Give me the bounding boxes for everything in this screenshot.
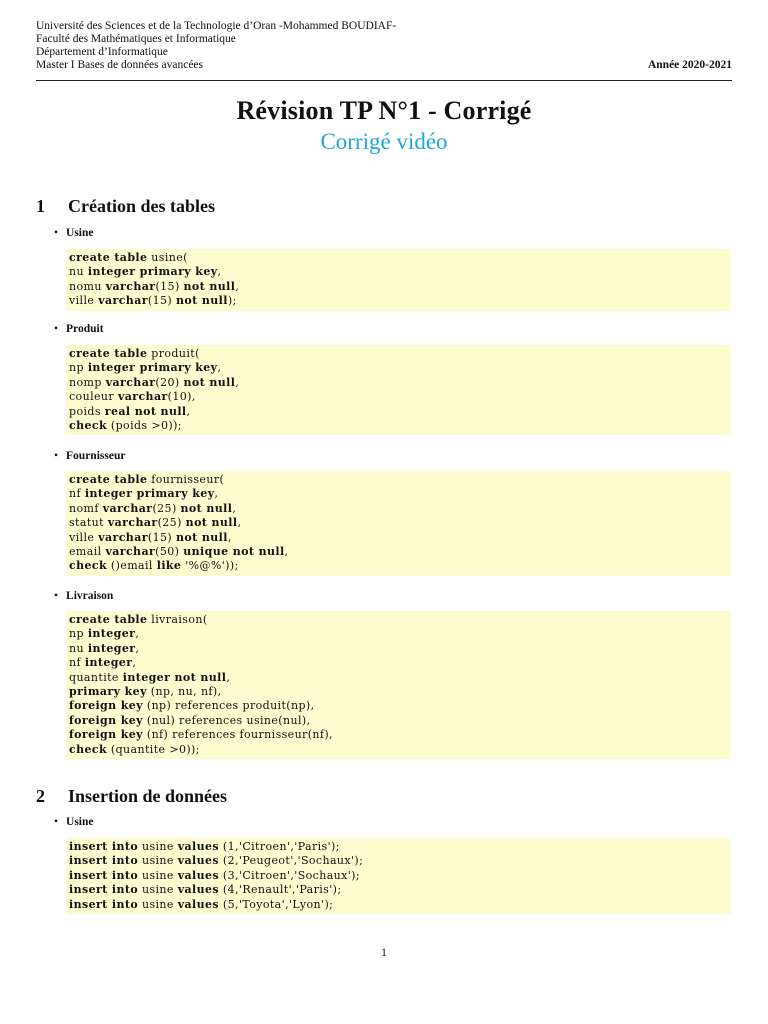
- sql-text: (nul) references usine(nul),: [142, 713, 311, 727]
- sql-keyword: create table: [69, 613, 148, 626]
- code-line: [69, 840, 731, 854]
- sql-text: ,: [235, 279, 240, 293]
- code-line: [69, 419, 731, 433]
- sql-keyword: primary key: [69, 684, 147, 698]
- sql-keyword: insert into: [69, 897, 139, 911]
- sql-keyword: like: [156, 559, 182, 573]
- sql-keyword: not null: [183, 375, 236, 389]
- section-heading-insertion: [36, 786, 227, 807]
- code-line: [69, 685, 731, 699]
- sql-text: (np) references produit(np),: [142, 699, 315, 713]
- sql-text: ,: [135, 641, 140, 655]
- sql-keyword: not null: [176, 530, 228, 544]
- section-title: Création des tables: [68, 196, 215, 216]
- section-number: 1: [36, 196, 45, 216]
- sql-keyword: foreign key: [69, 713, 143, 727]
- sql-keyword: varchar: [107, 516, 158, 530]
- sql-text: ,: [217, 265, 222, 279]
- header-divider: [36, 80, 732, 81]
- sql-text: (1,'Citroen','Paris');: [219, 840, 340, 853]
- university-name: Université des Sciences et de la Technologie d’Oran -Mohammed BOUDIAF-: [36, 20, 397, 32]
- sql-text: ,: [235, 375, 240, 389]
- sql-keyword: varchar: [102, 501, 153, 515]
- sql-keyword: varchar: [105, 544, 156, 558]
- section-number: 2: [36, 786, 45, 806]
- sql-keyword: values: [177, 897, 220, 911]
- sql-keyword: create table: [69, 473, 148, 486]
- code-line: [69, 361, 731, 375]
- sql-text: (50): [155, 544, 184, 558]
- code-line: [69, 251, 731, 265]
- sql-keyword: insert into: [69, 840, 139, 853]
- sql-text: livraison(: [147, 613, 208, 626]
- sql-keyword: integer not null: [122, 670, 227, 684]
- sql-text: ,: [226, 670, 231, 684]
- code-block-livraison: [66, 611, 731, 759]
- sql-text: nomf: [69, 501, 103, 515]
- sql-keyword: not null: [176, 294, 228, 308]
- code-line: [69, 347, 731, 361]
- code-line: [69, 487, 731, 501]
- sql-text: ,: [227, 530, 232, 544]
- video-correction-link[interactable]: Corrigé vidéo: [320, 129, 448, 154]
- sql-keyword: varchar: [117, 390, 168, 404]
- code-line: [69, 883, 731, 897]
- sql-text: usine: [138, 868, 178, 882]
- sql-text: ,: [232, 501, 237, 515]
- sql-text: (4,'Renault','Paris');: [219, 883, 342, 897]
- code-block-fournisseur: [66, 471, 731, 576]
- sql-keyword: foreign key: [69, 728, 143, 742]
- code-block-usine: [66, 249, 731, 311]
- code-block-produit: [66, 345, 731, 435]
- code-line: [69, 376, 731, 390]
- faculty-name: Faculté des Mathématiques et Informatique: [36, 33, 236, 45]
- bullet-livraison: • Livraison: [54, 590, 113, 602]
- code-line: [69, 642, 731, 656]
- code-line: [69, 854, 731, 868]
- sql-text: (5,'Toyota','Lyon');: [219, 897, 334, 911]
- code-line: [69, 743, 731, 757]
- sql-keyword: integer: [87, 627, 136, 641]
- section-heading-creation: [36, 196, 215, 217]
- academic-year: Année 2020-2021: [647, 59, 732, 71]
- sql-keyword: values: [177, 883, 220, 897]
- bullet-usine: • Usine: [54, 227, 94, 239]
- bullet-fournisseur: • Fournisseur: [54, 450, 125, 462]
- sql-text: email: [69, 544, 106, 558]
- sql-text: (15): [147, 530, 176, 544]
- bullet-produit: • Produit: [54, 323, 104, 335]
- sql-text: usine: [138, 840, 178, 853]
- sql-text: ville: [69, 530, 99, 544]
- code-line: [69, 627, 731, 641]
- section-title: Insertion de données: [68, 786, 228, 806]
- code-line: [69, 516, 731, 530]
- sql-keyword: insert into: [69, 883, 139, 897]
- sql-keyword: values: [177, 868, 220, 882]
- sql-keyword: values: [177, 854, 220, 868]
- sql-keyword: check: [69, 559, 108, 573]
- bullet-usine-insert: • Usine: [54, 816, 94, 828]
- code-line: [69, 728, 731, 742]
- sql-text: ,: [237, 516, 242, 530]
- sql-text: (2,'Peugeot','Sochaux');: [219, 854, 364, 868]
- sql-text: fournisseur(: [147, 473, 225, 486]
- sql-text: produit(: [147, 347, 200, 360]
- code-line: [69, 405, 731, 419]
- code-line: [69, 613, 731, 627]
- sql-keyword: values: [177, 840, 220, 853]
- sql-text: '%@%'));: [181, 559, 239, 573]
- sql-keyword: check: [69, 742, 108, 756]
- sql-text: ville: [69, 294, 99, 308]
- code-line: [69, 699, 731, 713]
- sql-text: nu: [69, 641, 88, 655]
- sql-text: ,: [132, 656, 137, 670]
- sql-keyword: integer: [87, 641, 136, 655]
- sql-text: np: [69, 361, 88, 375]
- sql-text: couleur: [69, 390, 118, 404]
- sql-text: (25): [157, 516, 186, 530]
- sql-keyword: integer primary key: [87, 361, 218, 375]
- sql-text: usine(: [147, 251, 188, 264]
- code-line: [69, 714, 731, 728]
- sql-keyword: check: [69, 418, 108, 432]
- code-line: [69, 390, 731, 404]
- sql-text: (25): [152, 501, 181, 515]
- sql-text: (nf) references fournisseur(nf),: [142, 728, 333, 742]
- code-line: [69, 502, 731, 516]
- sql-text: nf: [69, 656, 85, 670]
- sql-keyword: real not null: [104, 404, 187, 418]
- sql-text: nomp: [69, 375, 106, 389]
- sql-text: (20): [155, 375, 184, 389]
- sql-text: );: [227, 294, 237, 308]
- sql-keyword: not null: [183, 279, 236, 293]
- sql-keyword: varchar: [105, 375, 156, 389]
- sql-keyword: integer: [84, 656, 133, 670]
- sql-keyword: varchar: [98, 294, 148, 308]
- code-block-insert-usine: [66, 838, 731, 914]
- sql-text: (15): [147, 294, 176, 308]
- sql-keyword: foreign key: [69, 699, 143, 713]
- sql-keyword: integer primary key: [87, 265, 218, 279]
- sql-text: ()email: [107, 559, 157, 573]
- sql-keyword: create table: [69, 347, 148, 360]
- sql-text: ,: [214, 487, 219, 501]
- sql-keyword: not null: [180, 501, 233, 515]
- sql-text: ,: [217, 361, 222, 375]
- sql-text: ,: [284, 544, 289, 558]
- sql-keyword: unique not null: [183, 544, 285, 558]
- code-line: [69, 656, 731, 670]
- sql-text: (15): [155, 279, 184, 293]
- code-line: [69, 545, 731, 559]
- sql-text: usine: [138, 854, 178, 868]
- sql-text: poids: [69, 404, 105, 418]
- sql-text: quantite: [69, 670, 123, 684]
- course-name: Master I Bases de données avancées: [36, 59, 204, 71]
- sql-text: usine: [138, 883, 178, 897]
- sql-text: nu: [69, 265, 88, 279]
- code-line: [69, 280, 731, 294]
- sql-text: nf: [69, 487, 85, 501]
- sql-keyword: insert into: [69, 854, 139, 868]
- sql-keyword: create table: [69, 251, 148, 264]
- sql-keyword: varchar: [98, 530, 148, 544]
- sql-keyword: insert into: [69, 868, 139, 882]
- sql-keyword: varchar: [105, 279, 156, 293]
- sql-text: np: [69, 627, 88, 641]
- code-line: [69, 671, 731, 685]
- code-line: [69, 869, 731, 883]
- sql-text: ,: [135, 627, 140, 641]
- sql-text: usine: [138, 897, 178, 911]
- department-name: Département d’Informatique: [36, 46, 168, 58]
- sql-text: (poids >0));: [107, 418, 182, 432]
- code-line: [69, 294, 731, 308]
- sql-keyword: integer primary key: [84, 487, 215, 501]
- sql-keyword: not null: [185, 516, 238, 530]
- code-line: [69, 531, 731, 545]
- code-line: [69, 473, 731, 487]
- page-number: 1: [381, 945, 387, 959]
- sql-text: (3,'Citroen','Sochaux');: [219, 868, 360, 882]
- code-line: [69, 265, 731, 279]
- sql-text: nomu: [69, 279, 106, 293]
- sql-text: (np, nu, nf),: [146, 684, 222, 698]
- sql-text: (quantite >0));: [107, 742, 200, 756]
- code-line: [69, 559, 731, 573]
- document-title: Révision TP N°1 - Corrigé: [236, 96, 532, 125]
- code-line: [69, 898, 731, 912]
- document-header: [36, 20, 732, 72]
- sql-text: (10),: [167, 390, 196, 404]
- sql-text: ,: [186, 404, 191, 418]
- sql-text: statut: [69, 516, 108, 530]
